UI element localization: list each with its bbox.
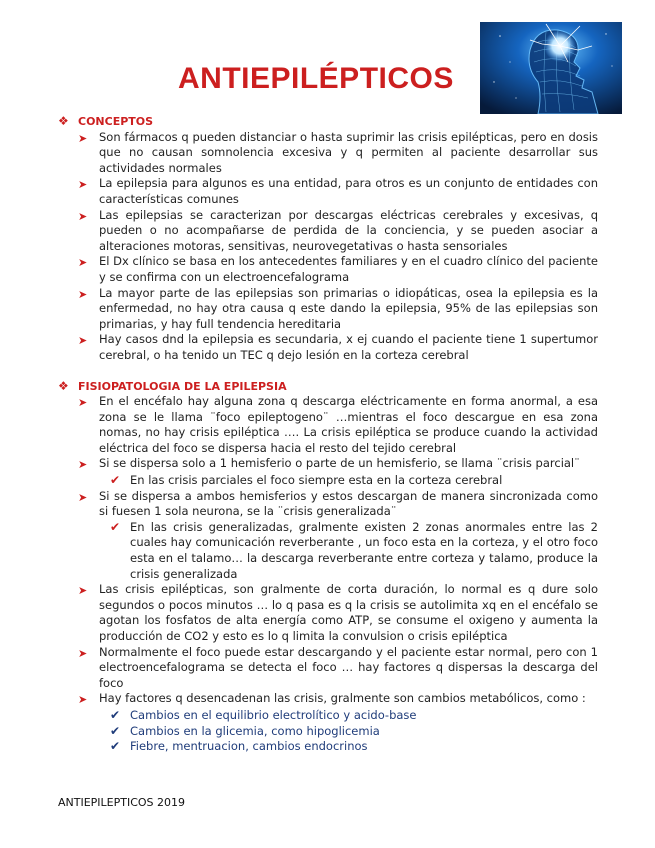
brain-head-image	[480, 22, 622, 114]
diamond-bullet-icon: ❖	[58, 114, 69, 128]
list-item: ➤ Son fármacos q pueden distanciar o hasta suprimir las crisis epilépticas, pero en dosis que no causan somnolencia excesiva y q permiten al paciente desarrollar sus actividades normales	[78, 129, 598, 175]
page-footer: ANTIEPILEPTICOS 2019	[58, 796, 186, 809]
arrow-bullet-icon: ➤	[78, 490, 88, 504]
checkmark-icon: ✔	[109, 473, 121, 488]
arrow-bullet-icon: ➤	[78, 693, 88, 707]
list-item: ➤ Normalmente el foco puede estar descargando y el paciente estar normal, pero con 1 electroencefalograma se detecta el foco … hay factores q dispersas la descarga del foco	[78, 644, 598, 690]
section-heading-text: CONCEPTOS	[78, 115, 154, 128]
arrow-bullet-icon: ➤	[78, 396, 88, 410]
list-item: ➤ Si se dispersa solo a 1 hemisferio o parte de un hemisferio, se llama ¨crisis parcial¨	[78, 456, 580, 472]
section-heading	[58, 379, 598, 395]
sub-list-item: ✔ Cambios en el equilibrio electrolítico y acido-base	[100, 708, 598, 724]
section-heading-text: FISIOPATOLOGIA DE LA EPILEPSIA	[78, 379, 287, 393]
sub-list-item: ✔ En las crisis parciales el foco siempre esta en la corteza cerebral	[100, 473, 598, 489]
checkmark-icon: ✔	[109, 519, 121, 534]
sub-list-item: ✔ En las crisis generalizadas, gralmente existen 2 zonas anormales entre las 2 cuales hay comunicación reverberante , un foco esta en la corteza, y el otro foco esta en el talamo… la descarga reverberante entre corteza y talamo, produce la crisis generalizada	[100, 520, 598, 582]
list-item: ➤ El Dx clínico se basa en los antecedentes familiares y en el cuadro clínico del paciente y se confirma con un electroencefalograma	[78, 254, 598, 284]
arrow-bullet-icon: ➤	[78, 256, 88, 270]
sub-list-item: ✔ Cambios en la glicemia, como hipoglicemia	[100, 724, 598, 740]
arrow-bullet-icon: ➤	[78, 209, 88, 223]
list-item: ➤ Hay factores q desencadenan las crisis, gralmente son cambios metabólicos, como :	[78, 691, 586, 707]
checkmark-icon: ✔	[109, 723, 121, 738]
list-item: ➤ Las epilepsias se caracterizan por descargas eléctricas cerebrales y excesivas, q pueden o no acompañarse de perdida de la conciencia, y se pueden asociar a alteraciones motoras, sensitivas, neurovegetativas o hasta sensoriales	[78, 207, 598, 253]
arrow-bullet-icon: ➤	[78, 131, 88, 145]
list-item: ➤ Hay casos dnd la epilepsia es secundaria, x ej cuando el paciente tiene 1 supertumor cerebral, o ha tenido un TEC q dejo lesión en la corteza cerebral	[78, 332, 598, 362]
diamond-bullet-icon: ❖	[58, 378, 69, 393]
section-heading	[58, 114, 598, 130]
checkmark-icon: ✔	[109, 739, 121, 754]
arrow-bullet-icon: ➤	[78, 584, 88, 598]
list-item: ➤ La epilepsia para algunos es una entidad, para otros es un conjunto de entidades con características comunes	[78, 176, 598, 206]
arrow-bullet-icon: ➤	[78, 458, 88, 472]
arrow-bullet-icon: ➤	[78, 178, 88, 192]
list-item: ➤ La mayor parte de las epilepsias son primarias o idiopáticas, osea la epilepsia es la enfermedad, no hay otra causa q este dando la epilepsia, 95% de las epilepsias son primarias, y hay full tendencia hereditaria	[78, 285, 598, 331]
list-item: ➤ Si se dispersa a ambos hemisferios y estos descargan de manera sincronizada como si fuesen 1 sola neurona, se la ¨crisis generalizada¨	[78, 488, 598, 519]
document-body	[58, 114, 598, 755]
section-fisiopatologia	[58, 379, 598, 755]
arrow-bullet-icon: ➤	[78, 646, 88, 660]
page-title: ANTIEPILÉPTICOS	[178, 62, 454, 95]
list-item: ➤ En el encéfalo hay alguna zona q descarga eléctricamente en forma anormal, a esa zona se le llama ¨foco epileptogeno¨ …mientras el foco descargue en esa zona nomas, no hay crisis epiléptica …. La crisis epiléptica se produce cuando la actividad eléctrica del foco se dispersa hacia el resto del tejido cerebral	[78, 394, 598, 455]
arrow-bullet-icon: ➤	[78, 287, 88, 301]
arrow-bullet-icon: ➤	[78, 334, 88, 348]
sub-list-item: ✔ Fiebre, mentruacion, cambios endocrinos	[100, 739, 598, 755]
list-item: ➤ Las crisis epilépticas, son gralmente de corta duración, lo normal es q dure solo segundos o pocos minutos … lo q pasa es q la crisis se autolimita xq en el encéfalo se agotan los fosfatos de alta energía como ATP, se consume el oxigeno y aumenta la producción de CO2 y esto es lo q limita la convulsion o crisis epiléptica	[78, 582, 598, 643]
section-conceptos	[58, 114, 598, 364]
checkmark-icon: ✔	[109, 707, 121, 722]
